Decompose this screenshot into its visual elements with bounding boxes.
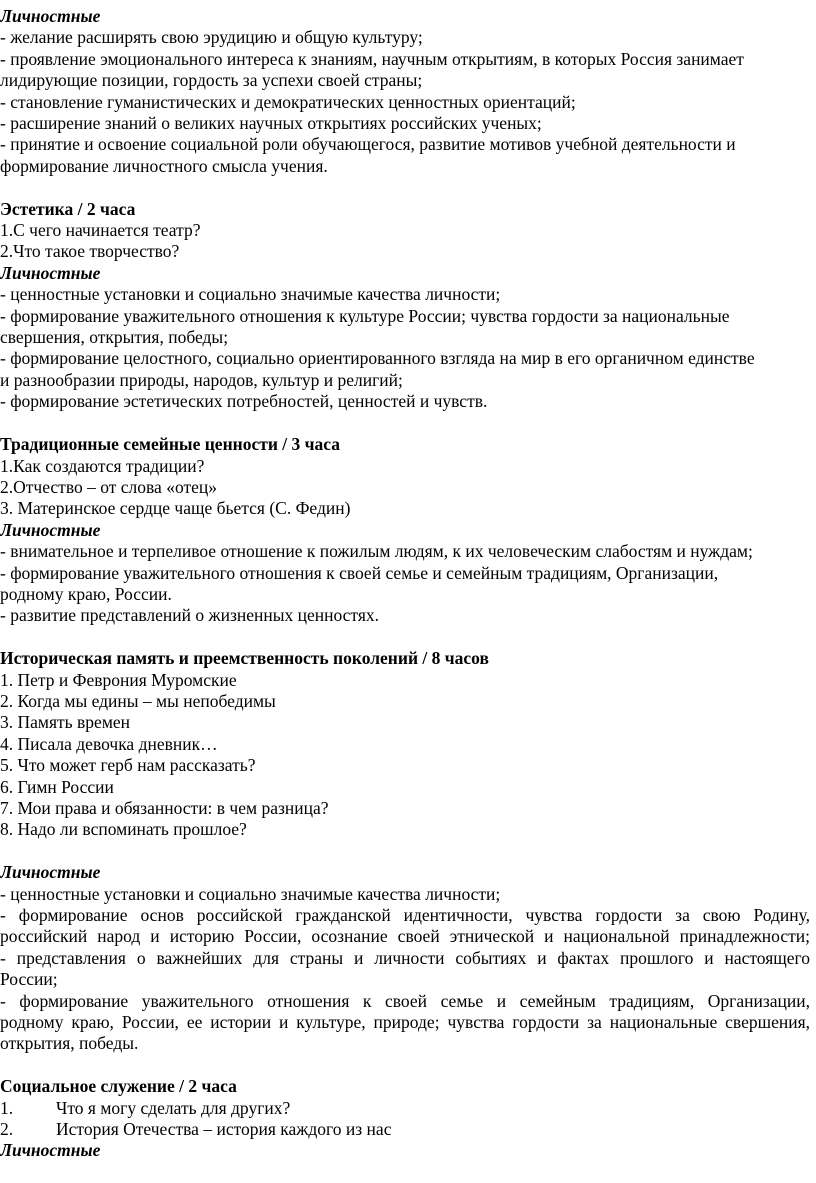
text-line: - внимательное и терпеливое отношение к пожилым людям, к их человеческим слабостям и нуждам; — [0, 541, 753, 562]
text-line: - ценностные установки и социально значимые качества личности; — [0, 284, 501, 305]
paragraph-gap — [0, 627, 810, 648]
text-line: - ценностные установки и социально значимые качества личности; — [0, 883, 501, 904]
list-item: 6. Гимн России — [0, 776, 114, 797]
subheading-personal: Личностные — [0, 262, 101, 283]
subheading-personal: Личностные — [0, 519, 101, 540]
text-line: - формирование эстетических потребностей, ценностей и чувств. — [0, 391, 488, 412]
list-item-text: Что я могу сделать для других? — [56, 1097, 291, 1118]
text-line: свершения, открытия, победы; — [0, 327, 229, 348]
text-line: - формирование уважительного отношения к своей семье и семейным традициям, Организации, — [0, 990, 810, 1011]
list-item: 4. Писала девочка дневник… — [0, 733, 218, 754]
text-line: - проявление эмоционального интереса к знаниям, научным открытиям, в которых Россия занимает — [0, 48, 744, 69]
text-line: - принятие и освоение социальной роли обучающегося, развитие мотивов учебной деятельности и — [0, 134, 736, 155]
list-item-text: История Отечества – история каждого из нас — [56, 1119, 392, 1140]
text-line: открытия, победы. — [0, 1033, 139, 1054]
list-item: 2. Когда мы едины – мы непобедимы — [0, 690, 276, 711]
list-item: 3. Память времен — [0, 712, 131, 733]
list-item: 3. Материнское сердце чаще бьется (С. Федин) — [0, 498, 351, 519]
list-item: 2.Отчество – от слова «отец» — [0, 476, 217, 497]
text-line: формирование личностного смысла учения. — [0, 155, 328, 176]
list-item: 1. Петр и Феврония Муромские — [0, 669, 237, 690]
section-heading: Социальное служение / 2 часа — [0, 1076, 237, 1097]
list-item: 5. Что может герб нам рассказать? — [0, 755, 256, 776]
paragraph-gap — [0, 1055, 810, 1076]
text-line: - формирование основ российской гражданской идентичности, чувства гордости за свою Родину, — [0, 905, 810, 925]
list-number: 1. — [0, 1097, 14, 1118]
list-item: 2.Что такое творчество? — [0, 241, 180, 262]
section-heading: Традиционные семейные ценности / 3 часа — [0, 434, 341, 455]
text-line: - расширение знаний о великих научных открытиях российских ученых; — [0, 113, 542, 134]
paragraph-gap — [0, 413, 810, 434]
text-line: - развитие представлений о жизненных ценностях. — [0, 605, 380, 626]
text-line: России; — [0, 969, 58, 990]
text-line: - желание расширять свою эрудицию и общую культуру; — [0, 27, 423, 48]
text-line: родному краю, России. — [0, 583, 172, 604]
text-line: российский народ и историю России, осознание своей этнической и национальной принадлежности; — [0, 926, 810, 947]
list-item — [0, 1098, 810, 1119]
text-line: родному краю, России, ее истории и культуре, природе; чувства гордости за национальные свершения, — [0, 1012, 810, 1033]
text-line: - формирование уважительного отношения к культуре России; чувства гордости за национальные — [0, 305, 730, 326]
list-item — [0, 1119, 810, 1140]
list-item: 1.С чего начинается театр? — [0, 220, 201, 241]
list-number: 2. — [0, 1119, 14, 1140]
text-line: лидирующие позиции, гордость за успехи своей страны; — [0, 70, 423, 91]
text-line: - формирование целостного, социально ориентированного взгляда на мир в его органичном единстве — [0, 348, 755, 369]
subheading-personal: Личностные — [0, 6, 101, 26]
paragraph-gap — [0, 841, 810, 862]
section-heading: Эстетика / 2 часа — [0, 198, 136, 219]
paragraph-gap — [0, 177, 810, 198]
list-item: 7. Мои права и обязанности: в чем разница? — [0, 797, 329, 818]
subheading-personal: Личностные — [0, 862, 101, 883]
list-item: 8. Надо ли вспоминать прошлое? — [0, 819, 247, 840]
subheading-personal: Личностные — [0, 1140, 101, 1161]
text-line: - становление гуманистических и демократических ценностных ориентаций; — [0, 91, 576, 112]
text-line: - представления о важнейших для страны и личности событиях и фактах прошлого и настоящего — [0, 947, 810, 968]
text-line: и разнообразии природы, народов, культур и религий; — [0, 369, 403, 390]
section-heading: Историческая память и преемственность поколений / 8 часов — [0, 648, 489, 669]
text-line: - формирование уважительного отношения к своей семье и семейным традициям, Организации, — [0, 562, 719, 583]
list-item: 1.Как создаются традиции? — [0, 455, 205, 476]
